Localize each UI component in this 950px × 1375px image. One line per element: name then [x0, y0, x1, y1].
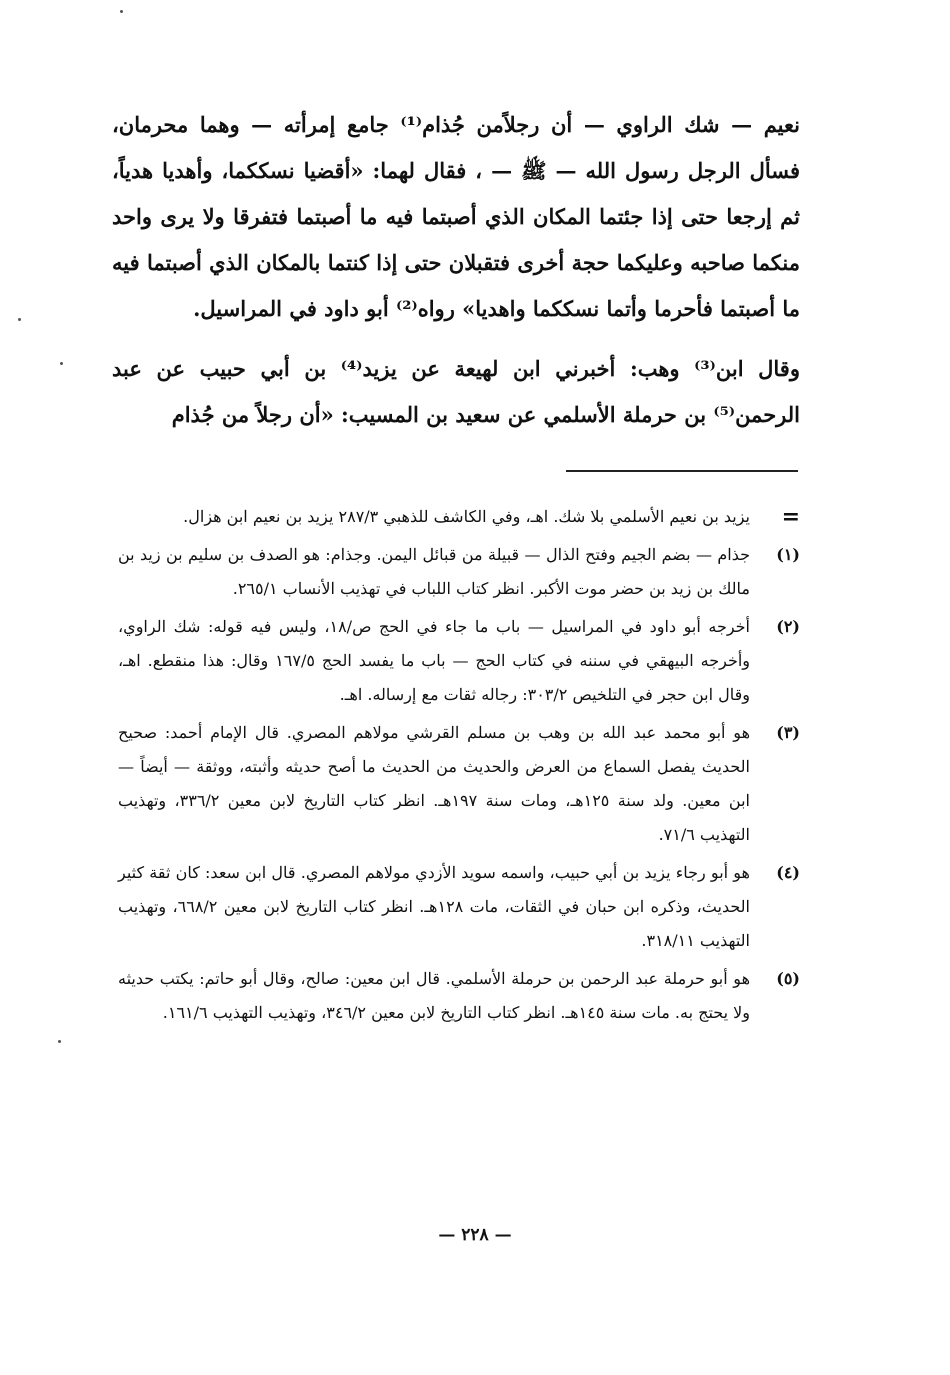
footnote-3 [118, 716, 800, 852]
footnote-5 [118, 962, 800, 1030]
footnote-number: (٥) [776, 969, 800, 988]
main-text [112, 102, 800, 438]
footnote-number: (٣) [776, 723, 800, 742]
footnote-marker: = [781, 504, 800, 530]
footnote-text: هو أبو رجاء يزيد بن أبي حبيب، واسمه سويد الأزدي مولاهم المصري. قال ابن سعد: كان ثقة كثير الحديث، وذكره ابن حبان في الثقات، مات ١٢٨هـ. انظر كتاب التاريخ لابن معين ٦٦٨/٢، وتهذيب التهذيب ٣١٨/١١. [118, 863, 750, 950]
footnote-text: يزيد بن نعيم الأسلمي بلا شك. اهـ، وفي الكاشف للذهبي ٢٨٧/٣ يزيد بن نعيم ابن هزال. [183, 507, 750, 526]
footnote-separator [566, 470, 798, 472]
footnote-text: هو أبو حرملة عبد الرحمن بن حرملة الأسلمي. قال ابن معين: صالح، وقال أبو حاتم: يكتب حديثه ولا يحتج به. مات سنة ١٤٥هـ. انظر كتاب التاريخ لابن معين ٣٤٦/٢، وتهذيب التهذيب ١٦١/٦. [118, 969, 750, 1022]
main-paragraph-1: نعيم — شك الراوي — أن رجلاًمن جُذام⁽¹⁾ جامع إمرأته — وهما محرمان، فسأل الرجل رسول الله — ﷺ — ، فقال لهما: «أقضيا نسككما، وأهديا هدياً، ثم إرجعا حتى إذا جئتما المكان الذي أصبتما فيه ما أصبتما فتفرقا ولا يرى واحد منكما صاحبه وعليكما حجة أخرى فتقبلان حتى إذا كنتما بالمكان الذي أصبتما فيه ما أصبتما فأحرما وأتما نسككما واهديا» رواه⁽²⁾ أبو داود في المراسيل. [112, 112, 800, 321]
footnote-number: (٢) [776, 617, 800, 636]
footnote-text: هو أبو محمد عبد الله بن وهب بن مسلم القرشي مولاهم المصري. قال الإمام أحمد: صحيح الحديث يفصل السماع من العرض والحديث من الحديث ما أصح حديثه وأثبته، ووثقة — أيضاً — ابن معين. ولد سنة ١٢٥هـ، ومات سنة ١٩٧هـ. انظر كتاب التاريخ لابن معين ٣٣٦/٢، وتهذيب التهذيب ٧١/٦. [118, 723, 751, 844]
footnote-number: (١) [776, 545, 800, 564]
scan-speck [120, 10, 123, 13]
footnote-text: جذام — بضم الجيم وفتح الذال — قبيلة من قبائل اليمن. وجذام: هو الصدف بن سليم بن زيد بن مالك بن زيد بن حضر موت الأكبر. انظر كتاب اللباب في تهذيب الأنساب ٢٦٥/١. [118, 545, 750, 598]
main-paragraph-2: وقال ابن⁽³⁾ وهب: أخبرني ابن لهيعة عن يزيد⁽⁴⁾ بن أبي حبيب عن عبد الرحمن⁽⁵⁾ بن حرملة الأسلمي عن سعيد بن المسيب: «أن رجلاً من جُذام [112, 356, 800, 427]
footnotes [118, 500, 800, 1034]
scan-speck [60, 362, 63, 365]
footnote-1 [118, 538, 800, 606]
page-number: — ٢٢٨ — [438, 1225, 512, 1245]
footnote-continuation [118, 500, 800, 534]
scan-speck [58, 1040, 61, 1043]
footnote-number: (٤) [776, 863, 800, 882]
footnote-text: أخرجه أبو داود في المراسيل — باب ما جاء في الحج ص/١٨، وليس فيه قوله: شك الراوي، وأخرجه البيهقي في سننه في كتاب الحج — باب ما يفسد الحج ١٦٧/٥ وقال: هذا منقطع. اهـ، وقال ابن حجر في التلخيص ٣٠٣/٢: رجاله ثقات مع إرساله. اهـ. [118, 617, 751, 704]
footnote-4 [118, 856, 800, 958]
scan-speck [18, 318, 21, 321]
footnote-2 [118, 610, 800, 712]
